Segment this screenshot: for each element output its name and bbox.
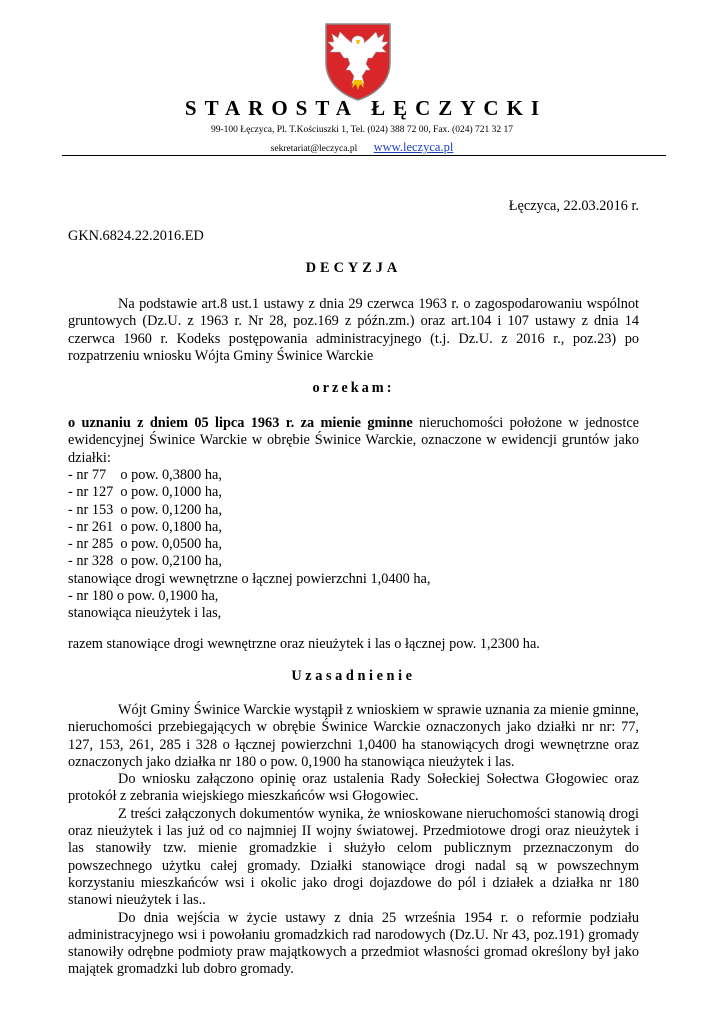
justification-paragraph: Wójt Gminy Świnice Warckie wystąpił z wnioskiem w sprawie uznania za mienie gminne, nieruchomości przebiegających w obrębie Świnice Warckie oznaczonych jako działki nr nr: 77, 127, 153, 261, 285 i 328 o łącznej powierzchni 1,0400 ha stanowiących drogi wewnętrzne oraz oznaczonych jako działka nr 180 o pow. 0,1900 ha stanowiąca nieużytek i las.: [68, 702, 639, 770]
ruling-text: nieruchomości położone w jednostce ewidencyjnej Świnice Warckie w obrębie Świnice Warckie, oznaczone w ewidencji gruntów jako działki:: [68, 415, 640, 466]
grand-total: razem stanowiące drogi wewnętrzne oraz nieużytek i las o łącznej pow. 1,2300 ha.: [68, 636, 540, 652]
roads-total: stanowiące drogi wewnętrzne o łącznej powierzchni 1,0400 ha,: [68, 570, 431, 587]
ruling-bold-lead: o uznaniu z dniem 05 lipca 1963 r. za mienie gminne: [68, 415, 413, 431]
list-item: - nr 328 o pow. 0,2100 ha,: [68, 553, 222, 570]
ruling-heading: orzekam:: [312, 380, 395, 396]
list-item: - nr 285 o pow. 0,0500 ha,: [68, 536, 222, 553]
list-item: - nr 77 o pow. 0,3800 ha,: [68, 467, 222, 483]
list-item: - nr 153 o pow. 0,1200 ha,: [68, 501, 222, 518]
parcel-list: [68, 467, 639, 623]
list-item: - nr 127 o pow. 0,1000 ha,: [68, 484, 222, 501]
justification-paragraph: Do dnia wejścia w życie ustawy z dnia 25 września 1954 r. o reformie podziału administracyjnego wsi i powołaniu gromadzkich rad narodowych (Dz.U. Nr 43, poz.191) gromady stanowiły odrębne podmioty praw majątkowych a przedmiot własności gromad określony był jako majątek gromadzki lub dobro gromady.: [68, 909, 639, 978]
office-title: STAROSTA ŁĘCZYCKI: [184, 96, 548, 120]
decision-heading: DECYZJA: [305, 260, 402, 276]
justification-heading: Uzasadnienie: [291, 668, 416, 684]
justification-paragraph: Z treści załączonych dokumentów wynika, że wnioskowane nieruchomości stanowią drogi oraz nieużytek i las już od co najmniej II wojny światowej. Przedmiotowe drogi oraz nieużytek i las stanowiły tzw. mienie gromadzkie i służyło celom publicznym przeznaczonym do powszechnego użytku całej gromady. Działki stanowiące drogi nadal są w powszechnym korzystaniu mieszkańców wsi i okolic jako drogi dojazdowe do pól i działek a działka nr 180 stanowi nieużytek i las..: [68, 805, 639, 909]
list-item: - nr 180 o pow. 0,1900 ha,: [68, 588, 219, 605]
coat-of-arms-icon: [318, 18, 398, 102]
justification-paragraph: Do wniosku załączono opinię oraz ustalenia Rady Sołeckiej Sołectwa Głogowiec oraz protokół z zebrania wiejskiego mieszkańców wsi Głogowiec.: [68, 771, 639, 805]
email-text: sekretariat@leczyca.pl: [270, 144, 358, 154]
parcel-180-use: stanowiąca nieużytek i las,: [68, 605, 222, 622]
website-link[interactable]: www.leczyca.pl: [373, 140, 454, 154]
letterhead-address: 99-100 Łęczyca, Pl. T.Kościuszki 1, Tel. (024) 388 72 00, Fax. (024) 721 32 17: [211, 125, 513, 135]
list-item: - nr 261 o pow. 0,1800 ha,: [68, 518, 222, 535]
letterhead-contact: [0, 140, 724, 155]
header-divider: [62, 155, 666, 156]
place-date: Łęczyca, 22.03.2016 r.: [508, 198, 639, 214]
case-number: GKN.6824.22.2016.ED: [68, 228, 204, 244]
ruling-paragraph: [68, 415, 639, 467]
justification-body: [68, 702, 639, 979]
preamble-paragraph: Na podstawie art.8 ust.1 ustawy z dnia 29 czerwca 1963 r. o zagospodarowaniu wspólnot gruntowych (Dz.U. z 1963 r. Nr 28, poz.169 z późn.zm.) oraz art.104 i 107 ustawy z dnia 14 czerwca 1960 r. Kodeks postępowania administracyjnego (t.j. Dz.U. z 2016 r., poz.23) po rozpatrzeniu wniosku Wójta Gminy Świnice Warckie: [68, 296, 639, 364]
